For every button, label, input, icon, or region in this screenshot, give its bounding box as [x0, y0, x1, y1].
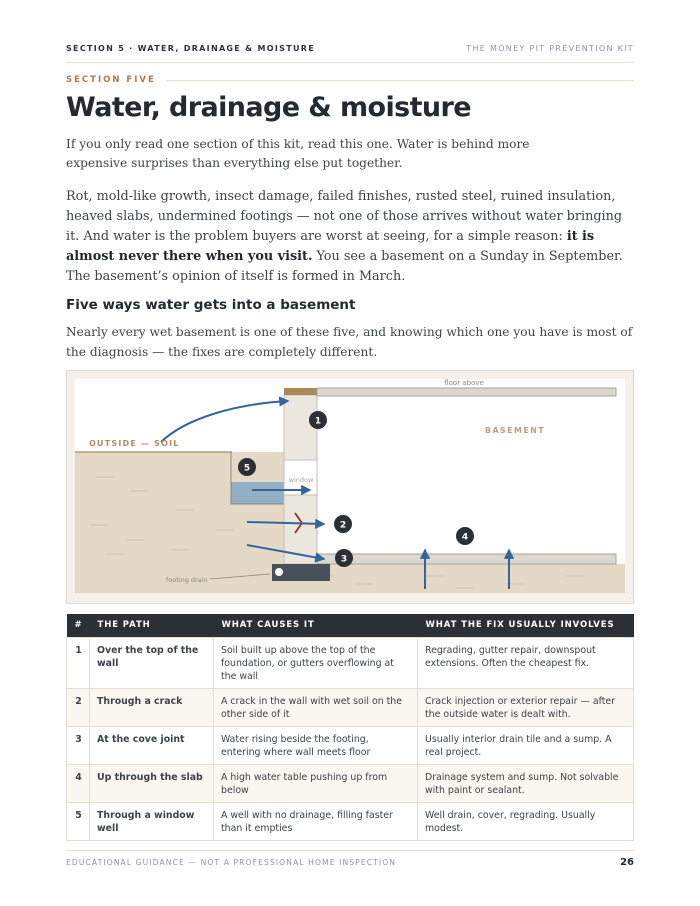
- svg-text:5: 5: [243, 463, 251, 474]
- marker-3: [335, 549, 353, 567]
- outside-soil-label: OUTSIDE — SOIL: [89, 439, 180, 448]
- row-number: 3: [67, 727, 90, 765]
- row-fix: Well drain, cover, regrading. Usually modest.: [418, 803, 634, 841]
- row-cause: A high water table pushing up from below: [214, 765, 418, 803]
- footing-drain-label: footing drain: [166, 576, 208, 584]
- row-fix: Usually interior drain tile and a sump. A real project.: [418, 727, 634, 765]
- header-rule: [66, 62, 634, 63]
- body-paragraph: [66, 187, 634, 287]
- row-path: Through a crack: [90, 689, 214, 727]
- table-row: [67, 727, 634, 765]
- marker-4: [456, 527, 474, 545]
- body-text-1: Rot, mold-like growth, insect damage, failed finishes, rusted steel, ruined insulation, heaved slabs, undermined footings — not one of those arrives without water bringing it. And water is the problem buyers are worst at seeing, for a simple reason:: [66, 189, 623, 244]
- row-path: At the cove joint: [90, 727, 214, 765]
- svg-text:3: 3: [340, 554, 348, 565]
- kicker-rule: [166, 80, 634, 81]
- row-fix: Drainage system and sump. Not solvable with paint or sealant.: [418, 765, 634, 803]
- row-fix: Regrading, gutter repair, downspout extensions. Often the cheapest fix.: [418, 638, 634, 689]
- row-path: Up through the slab: [90, 765, 214, 803]
- drain-pipe: [275, 568, 283, 576]
- water-paths-table: [66, 614, 634, 841]
- footer-disclaimer: EDUCATIONAL GUIDANCE — NOT A PROFESSIONAL HOME INSPECTION: [66, 858, 397, 867]
- svg-text:1: 1: [314, 416, 322, 427]
- floor-above: [317, 388, 616, 396]
- section-label: SECTION 5 · WATER, DRAINAGE & MOISTURE: [66, 44, 315, 53]
- col-header-cause: WHAT CAUSES IT: [214, 614, 418, 638]
- body-emphasis: it is almost never there when you visit.: [66, 229, 595, 264]
- col-header-path: THE PATH: [90, 614, 214, 638]
- row-cause: A well with no drainage, filling faster than it empties: [214, 803, 418, 841]
- table-row: [67, 689, 634, 727]
- lede-paragraph: If you only read one section of this kit, read this one. Water is behind more expensive surprises than everything else put together.: [66, 137, 530, 170]
- row-number: 4: [67, 765, 90, 803]
- table-row: [67, 638, 634, 689]
- row-number: 5: [67, 803, 90, 841]
- col-header-number: #: [67, 614, 90, 638]
- body-text-2: You see a basement on a Sunday in September. The basement’s opinion of itself is formed in March.: [66, 249, 623, 284]
- row-path: Over the top of the wall: [90, 638, 214, 689]
- row-cause: A crack in the wall with wet soil on the other side of it: [214, 689, 418, 727]
- running-header: [66, 44, 634, 53]
- basement-water-diagram: [66, 370, 634, 604]
- row-number: 2: [67, 689, 90, 727]
- window-label: window: [288, 476, 314, 484]
- marker-5: [238, 458, 256, 476]
- row-number: 1: [67, 638, 90, 689]
- row-cause: Soil built up above the top of the foundation, or gutters overflowing at the wall: [214, 638, 418, 689]
- marker-2: [334, 515, 352, 533]
- table-row: [67, 765, 634, 803]
- svg-text:2: 2: [339, 520, 347, 531]
- floor-above-label: floor above: [444, 379, 484, 387]
- basement-slab: [317, 554, 616, 564]
- intro-paragraph: Nearly every wet basement is one of these five, and knowing which one you have is most of the diagnosis — the fixes are completely different.: [66, 325, 633, 359]
- footer-rule: [66, 850, 634, 851]
- row-cause: Water rising beside the footing, entering where wall meets floor: [214, 727, 418, 765]
- section-kicker: SECTION FIVE: [66, 75, 156, 85]
- col-header-fix: WHAT THE FIX USUALLY INVOLVES: [418, 614, 634, 638]
- window-well-water: [231, 482, 284, 504]
- ground-below: [75, 564, 625, 593]
- basement-label: BASEMENT: [484, 426, 546, 435]
- kicker-row: [66, 75, 634, 85]
- marker-1: [309, 411, 327, 429]
- row-path: Through a window well: [90, 803, 214, 841]
- subsection-heading: Five ways water gets into a basement: [66, 297, 356, 313]
- sill-plate: [284, 388, 317, 395]
- table-row: [67, 803, 634, 841]
- row-fix: Crack injection or exterior repair — after the outside water is dealt with.: [418, 689, 634, 727]
- page-number: 26: [620, 857, 634, 868]
- table-header-row: [67, 614, 634, 638]
- page-title: Water, drainage & moisture: [66, 92, 471, 123]
- svg-text:4: 4: [461, 532, 469, 543]
- publication-title: THE MONEY PIT PREVENTION KIT: [466, 44, 634, 53]
